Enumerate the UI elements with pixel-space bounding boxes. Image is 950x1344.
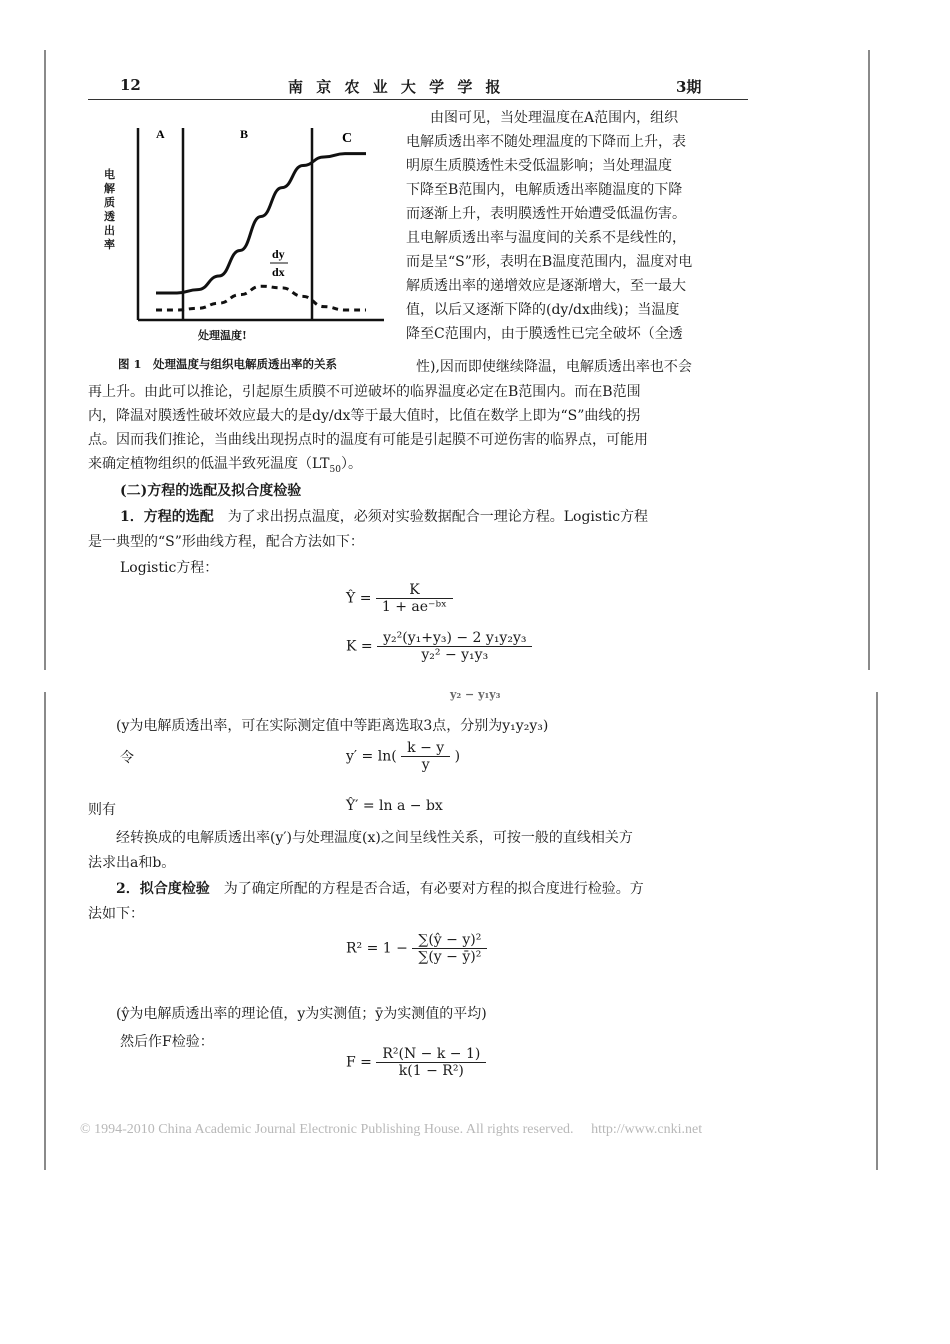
text-line: 性),因而即使继续降温，电解质透出率也不会 [416,359,692,375]
linear-equation: Ŷ′ = ln a − bx [346,798,443,814]
figure-1-chart [96,110,396,360]
f-equation: F = $\frac{\text{R²(N − k − 1)}}{\text{k(1 − R²)}}$ [346,1046,486,1079]
conversion-line-1: 经转换成的电解质透出率(y′)与处理温度(x)之间呈线性关系，可按一般的直线相关方 [116,830,633,846]
r2-equation: R² = 1 − $\frac{\text{∑(ŷ − y)²}}{\text{∑(y − ȳ)²}}$ [346,932,487,965]
text-line: 降至C范围内，由于膜透性已完全破坏（全透 [406,326,683,342]
y-prime-equation: y′ = ln( $\frac{k - y}{y}$ ) [346,740,461,773]
text-line: 电解质透出率不随处理温度的下降而上升，表 [406,134,686,150]
y-axis-label: 电解质透出率 [104,168,115,251]
text-line: 再上升。由此可以推论，引起原生质膜不可逆破坏的临界温度必定在B范围内。而在B范围 [88,384,641,400]
text-line: 而逐渐上升，表明膜透性开始遭受低温伤害。 [406,206,686,222]
k-equation: K = $\frac{\text{y₂²(y₁+y₃) − 2 y₁y₂y₃}}{\text{y₂² − y₁y₃}}$ [346,630,532,663]
page1-left-border [44,50,46,670]
note-1: (y为电解质透出率，可在实际测定值中等距离选取3点，分别为y₁y₂y₃) [116,718,549,734]
ling-label: 令 [120,750,134,766]
text-line: 明原生质膜透性未受低温影响；当处理温度 [406,158,672,174]
paragraph-1-line-1: 1．方程的选配 为了求出拐点温度，必须对实验数据配合一理论方程。Logistic方程 [120,509,649,525]
paragraph-2-line-1: 2．拟合度检验 为了确定所配的方程是否合适，有必要对方程的拟合度进行检验。方 [116,881,644,897]
lt50-line: 来确定植物组织的低温半致死温度$(LT_{50})$。 [88,456,362,475]
logistic-equation: Ŷ = $\frac{K}{\text{1 + ae⁻ᵇˣ}}$ [346,582,453,615]
text-line: 点。因而我们推论，当曲线出现拐点时的温度有可能是引起膜不可逆伤害的临界点，可能用 [88,432,648,448]
conversion-line-2: 法求出a和b。 [88,855,176,871]
text-line: 下降至B范围内，电解质透出率随温度的下降 [406,182,683,198]
note-2: (ŷ为电解质透出率的理论值，y为实测值；ȳ为实测值的平均) [116,1006,487,1022]
text-line: 且电解质透出率与温度间的关系不是线性的， [406,230,686,246]
text-line: 值，以后又逐渐下降的(dy/dx曲线)；当温度 [406,302,680,318]
region-label-c: C [342,131,353,146]
s-curve [156,154,366,293]
dx-label: dx [272,265,285,279]
region-label-a: A [156,127,165,141]
text-line: 解质透出率的递增效应是逐渐增大，至一最大 [406,278,686,294]
region-label-b: B [240,127,249,141]
journal-title: 南 京 农 业 大 学 学 报 [288,78,505,96]
paragraph-1-line-2: 是一典型的“S”形曲线方程，配合方法如下： [88,534,364,550]
f-test-intro: 然后作F检验： [120,1034,214,1050]
logistic-label: Logistic方程： [120,560,219,576]
x-axis-label: 处理温度! [198,329,247,342]
figure-side-text [406,106,746,346]
zeyou-label: 则有 [88,802,116,818]
issue-number: 3期 [676,78,702,96]
cut-fragment: y₂ − y₁y₃ [450,688,501,701]
section-heading: (二)方程的选配及拟合度检验 [120,483,302,499]
copyright-footer: © 1994-2010 China Academic Journal Electronic Publishing House. All rights reserved. http://www.cnki.net [80,1122,703,1137]
header-rule [88,99,748,100]
page2-left-border [44,692,46,1170]
text-line: 由图可见，当处理温度在A范围内，组织 [430,110,679,126]
dy-label: dy [272,247,285,261]
full-width-paragraph [88,380,748,482]
text-line: 而是呈“S”形，表明在B温度范围内，温度对电 [406,254,693,270]
paragraph-2-line-2: 法如下： [88,906,144,922]
text-line: 内，降温对膜透性破坏效应最大的是dy/dx等于最大值时，比值在数学上即为“S”曲线的拐 [88,408,641,424]
page-number: 12 [120,76,141,94]
page2-right-border [876,692,878,1170]
figure-caption: 图 1 处理温度与组织电解质透出率的关系 [118,357,338,371]
page1-right-border [868,50,870,670]
